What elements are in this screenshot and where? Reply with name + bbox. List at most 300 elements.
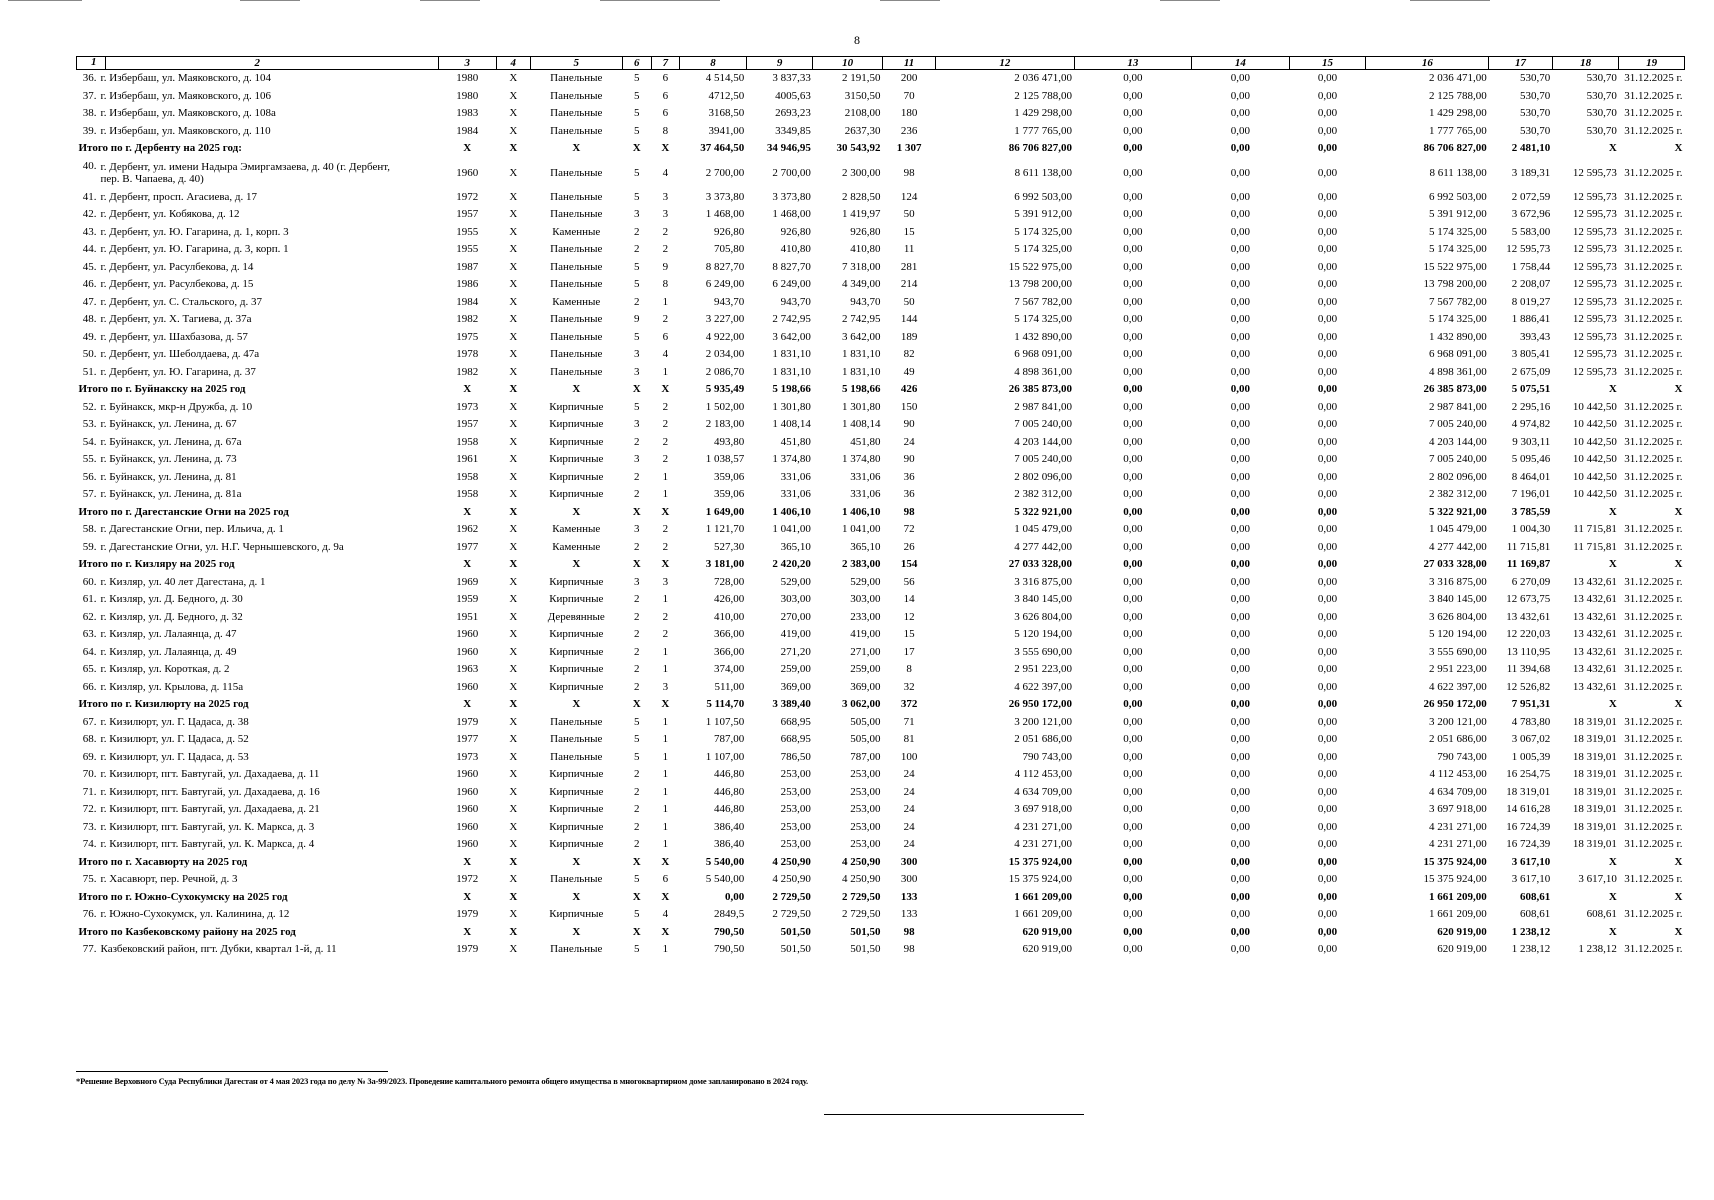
cell-col-18: 12 595,73 xyxy=(1572,190,1617,203)
cell-col-19: X xyxy=(1674,505,1683,518)
cell-col-5: Каменные xyxy=(552,540,601,553)
cell-col-9: 419,00 xyxy=(780,628,811,641)
cell-col-5: Панельные xyxy=(550,365,603,378)
address-cell xyxy=(77,364,439,382)
cell-col-12: 790 743,00 xyxy=(1022,750,1072,763)
subtotal-label: Итого по Казбековскому району на 2025 год xyxy=(78,925,296,938)
cell-col-16: 2 802 096,00 xyxy=(1429,470,1487,483)
cell-col-10: 4 250,90 xyxy=(841,873,881,886)
cell-col-8: 386,40 xyxy=(714,838,745,851)
table-row xyxy=(77,766,1685,784)
cell-col-17: 530,70 xyxy=(1520,72,1551,85)
cell-col-10: 2 729,50 xyxy=(841,890,881,903)
footnote: *Решение Верховного Суда Республики Дагестан от 4 мая 2023 года по делу № 3а-99/2023. Проведение капитального ремонта общего имущества в многоквартирном доме запланировано в 2024 году. xyxy=(76,1076,808,1086)
column-number-row xyxy=(77,57,1685,70)
cell-col-3: 1977 xyxy=(456,540,479,553)
row-number: 68. xyxy=(82,733,97,746)
cell-col-15: 0,00 xyxy=(1317,488,1338,501)
cell-col-11: 71 xyxy=(903,715,915,728)
cell-col-10: 2 300,00 xyxy=(841,166,881,179)
cell-col-11: 17 xyxy=(903,645,915,658)
cell-col-5: Кирпичные xyxy=(549,680,604,693)
cell-col-18: 10 442,50 xyxy=(1572,400,1617,413)
cell-col-19: 31.12.2025 г. xyxy=(1624,680,1683,693)
cell-col-18: 10 442,50 xyxy=(1572,470,1617,483)
cell-col-15: 0,00 xyxy=(1317,558,1338,571)
row-number: 49. xyxy=(82,330,97,343)
address-cell xyxy=(77,486,439,504)
table-row xyxy=(77,591,1685,609)
cell-col-9: 1 406,10 xyxy=(772,505,811,518)
cell-col-18: 12 595,73 xyxy=(1572,166,1617,179)
cell-col-8: 4 922,00 xyxy=(705,330,745,343)
cell-col-12: 3 316 875,00 xyxy=(1014,575,1072,588)
cell-col-11: 100 xyxy=(900,750,918,763)
cell-col-3: 1958 xyxy=(456,488,479,501)
cell-col-19: 31.12.2025 г. xyxy=(1624,820,1683,833)
cell-col-8: 4712,50 xyxy=(708,89,745,102)
cell-col-5: Панельные xyxy=(550,107,603,120)
cell-col-17: 5 095,46 xyxy=(1511,453,1551,466)
address-cell xyxy=(77,784,439,802)
address-text: г. Буйнакск, ул. Ленина, д. 73 xyxy=(100,453,237,466)
cell-col-17: 8 464,01 xyxy=(1511,470,1551,483)
cell-col-7: 6 xyxy=(662,330,669,343)
cell-col-10: 253,00 xyxy=(850,785,881,798)
cell-col-5: Панельные xyxy=(550,330,603,343)
cell-col-6: 5 xyxy=(633,733,640,746)
column-header-13: 13 xyxy=(1074,57,1192,70)
cell-col-13: 0,00 xyxy=(1123,295,1143,308)
cell-col-10: 2 742,95 xyxy=(841,313,881,326)
subtotal-row xyxy=(77,854,1685,872)
cell-col-3: X xyxy=(463,855,472,868)
cell-col-14: 0,00 xyxy=(1230,838,1251,851)
cell-col-19: 31.12.2025 г. xyxy=(1624,107,1683,120)
cell-col-9: 410,80 xyxy=(780,243,811,256)
cell-col-19: 31.12.2025 г. xyxy=(1624,330,1683,343)
cell-col-13: 0,00 xyxy=(1123,890,1143,903)
address-cell xyxy=(77,644,439,662)
cell-col-12: 2 951 223,00 xyxy=(1014,663,1072,676)
cell-col-5: X xyxy=(572,142,581,155)
cell-col-12: 13 798 200,00 xyxy=(1008,278,1072,291)
table-row xyxy=(77,626,1685,644)
cell-col-10: 2 191,50 xyxy=(841,72,881,85)
cell-col-13: 0,00 xyxy=(1123,645,1143,658)
cell-col-13: 0,00 xyxy=(1123,72,1143,85)
cell-col-11: 24 xyxy=(903,768,915,781)
cell-col-12: 620 919,00 xyxy=(1022,925,1072,938)
cell-col-3: 1960 xyxy=(456,680,479,693)
cell-col-6: 5 xyxy=(633,166,640,179)
cell-col-3: 1960 xyxy=(456,838,479,851)
scan-mark xyxy=(880,0,940,4)
cell-col-19: 31.12.2025 г. xyxy=(1624,488,1683,501)
cell-col-8: 2 700,00 xyxy=(705,166,745,179)
cell-col-9: 5 198,66 xyxy=(772,383,811,396)
cell-col-7: 2 xyxy=(662,313,669,326)
cell-col-6: 2 xyxy=(633,645,640,658)
cell-col-11: 300 xyxy=(900,873,918,886)
cell-col-10: 4 349,00 xyxy=(841,278,881,291)
cell-col-8: 3941,00 xyxy=(708,124,745,137)
cell-col-5: Кирпичные xyxy=(549,820,604,833)
cell-col-4: X xyxy=(509,505,518,518)
address-text: г. Южно-Сухокумск, ул. Калинина, д. 12 xyxy=(100,908,290,921)
address-text: г. Хасавюрт, пер. Речной, д. 3 xyxy=(100,873,238,886)
cell-col-11: 50 xyxy=(903,208,915,221)
table-row xyxy=(77,749,1685,767)
cell-col-9: 3 389,40 xyxy=(772,698,811,711)
cell-col-9: 253,00 xyxy=(780,838,811,851)
address-cell xyxy=(77,626,439,644)
cell-col-8: 446,80 xyxy=(714,785,745,798)
cell-col-15: 0,00 xyxy=(1317,663,1338,676)
cell-col-8: 3 181,00 xyxy=(705,558,745,571)
cell-col-14: 0,00 xyxy=(1230,470,1251,483)
cell-col-8: 426,00 xyxy=(714,593,745,606)
cell-col-18: 1 238,12 xyxy=(1578,943,1617,956)
cell-col-4: X xyxy=(509,680,518,693)
cell-col-12: 26 950 172,00 xyxy=(1008,698,1072,711)
cell-col-12: 1 429 298,00 xyxy=(1014,107,1072,120)
cell-col-12: 3 697 918,00 xyxy=(1014,803,1072,816)
cell-col-13: 0,00 xyxy=(1123,540,1143,553)
cell-col-11: 26 xyxy=(903,540,915,553)
cell-col-16: 4 231 271,00 xyxy=(1429,838,1487,851)
cell-col-7: X xyxy=(661,890,670,903)
cell-col-5: Кирпичные xyxy=(549,838,604,851)
address-cell xyxy=(77,434,439,452)
cell-col-10: 1 041,00 xyxy=(841,523,881,536)
cell-col-3: 1963 xyxy=(456,663,479,676)
cell-col-3: 1983 xyxy=(456,107,479,120)
cell-col-14: 0,00 xyxy=(1230,142,1251,155)
column-header-5: 5 xyxy=(530,57,622,70)
row-number: 77. xyxy=(82,943,97,956)
cell-col-15: 0,00 xyxy=(1317,645,1338,658)
cell-col-17: 18 319,01 xyxy=(1506,785,1551,798)
cell-col-13: 0,00 xyxy=(1123,925,1143,938)
table-row xyxy=(77,294,1685,312)
cell-col-3: X xyxy=(463,890,472,903)
cell-col-4: X xyxy=(509,838,518,851)
row-number: 55. xyxy=(82,453,97,466)
cell-col-13: 0,00 xyxy=(1123,558,1143,571)
address-text: г. Дербент, ул. Расулбекова, д. 14 xyxy=(100,260,254,273)
cell-col-8: 1 038,57 xyxy=(705,453,745,466)
cell-col-17: 608,61 xyxy=(1520,908,1551,921)
table-row xyxy=(77,784,1685,802)
cell-col-8: 3 373,80 xyxy=(705,190,745,203)
cell-col-3: 1960 xyxy=(456,645,479,658)
cell-col-8: 728,00 xyxy=(714,575,745,588)
address-cell xyxy=(77,416,439,434)
cell-col-12: 1 777 765,00 xyxy=(1014,124,1072,137)
cell-col-3: 1958 xyxy=(456,435,479,448)
cell-col-8: 366,00 xyxy=(714,645,745,658)
cell-col-12: 5 120 194,00 xyxy=(1014,628,1072,641)
cell-col-19: 31.12.2025 г. xyxy=(1624,908,1683,921)
cell-col-19: 31.12.2025 г. xyxy=(1624,610,1683,623)
cell-col-15: 0,00 xyxy=(1317,593,1338,606)
cell-col-17: 16 254,75 xyxy=(1506,768,1551,781)
cell-col-8: 2 034,00 xyxy=(705,348,745,361)
row-number: 70. xyxy=(82,768,97,781)
cell-col-11: 24 xyxy=(903,785,915,798)
cell-col-6: X xyxy=(632,505,641,518)
table-row xyxy=(77,486,1685,504)
cell-col-7: 4 xyxy=(662,908,669,921)
cell-col-10: 410,80 xyxy=(850,243,881,256)
cell-col-12: 15 375 924,00 xyxy=(1008,873,1072,886)
table-row xyxy=(77,819,1685,837)
cell-col-3: X xyxy=(463,925,472,938)
cell-col-13: 0,00 xyxy=(1123,453,1143,466)
cell-col-16: 1 661 209,00 xyxy=(1429,908,1487,921)
row-number: 66. xyxy=(82,680,97,693)
address-text: г. Дербент, ул. имени Надыра Эмиргамзаева, д. 40 (г. Дербент, пер. В. Чапаева, д. 40) xyxy=(100,161,390,185)
cell-col-5: Панельные xyxy=(550,89,603,102)
cell-col-17: 12 595,73 xyxy=(1506,243,1551,256)
cell-col-9: 501,50 xyxy=(780,925,811,938)
cell-col-14: 0,00 xyxy=(1230,750,1251,763)
cell-col-15: 0,00 xyxy=(1317,470,1338,483)
cell-col-18: 18 319,01 xyxy=(1572,785,1617,798)
cell-col-6: 5 xyxy=(633,107,640,120)
cell-col-9: 303,00 xyxy=(780,593,811,606)
cell-col-10: 501,50 xyxy=(850,925,881,938)
cell-col-15: 0,00 xyxy=(1317,400,1338,413)
cell-col-11: 154 xyxy=(900,558,918,571)
cell-col-10: 303,00 xyxy=(850,593,881,606)
cell-col-4: X xyxy=(509,400,518,413)
cell-col-13: 0,00 xyxy=(1123,208,1143,221)
cell-col-12: 8 611 138,00 xyxy=(1014,166,1072,179)
cell-col-8: 705,80 xyxy=(714,243,745,256)
cell-col-17: 11 715,81 xyxy=(1506,540,1551,553)
cell-col-3: 1955 xyxy=(456,225,479,238)
row-number: 42. xyxy=(82,208,97,221)
cell-col-6: 2 xyxy=(633,838,640,851)
cell-col-13: 0,00 xyxy=(1123,89,1143,102)
cell-col-5: X xyxy=(572,558,581,571)
cell-col-13: 0,00 xyxy=(1123,418,1143,431)
cell-col-3: 1977 xyxy=(456,733,479,746)
cell-col-18: 10 442,50 xyxy=(1572,488,1617,501)
cell-col-9: 253,00 xyxy=(780,768,811,781)
address-text: г. Кизилюрт, ул. Г. Цадаса, д. 52 xyxy=(100,733,249,746)
cell-col-18: 530,70 xyxy=(1586,72,1617,85)
table-row xyxy=(77,521,1685,539)
cell-col-11: 372 xyxy=(900,698,918,711)
cell-col-12: 7 005 240,00 xyxy=(1014,453,1072,466)
cell-col-18: 10 442,50 xyxy=(1572,453,1617,466)
cell-col-19: 31.12.2025 г. xyxy=(1624,663,1683,676)
cell-col-5: Панельные xyxy=(550,715,603,728)
cell-col-12: 26 385 873,00 xyxy=(1008,383,1072,396)
cell-col-3: 1972 xyxy=(456,190,479,203)
cell-col-7: 1 xyxy=(662,838,669,851)
table-row xyxy=(77,679,1685,697)
cell-col-4: X xyxy=(509,295,518,308)
table-row xyxy=(77,836,1685,854)
cell-col-4: X xyxy=(509,72,518,85)
cell-col-18: 530,70 xyxy=(1586,124,1617,137)
cell-col-14: 0,00 xyxy=(1230,313,1251,326)
cell-col-16: 7 005 240,00 xyxy=(1429,453,1487,466)
cell-col-11: 49 xyxy=(903,365,915,378)
cell-col-12: 5 174 325,00 xyxy=(1014,225,1072,238)
address-cell xyxy=(77,836,439,854)
cell-col-16: 620 919,00 xyxy=(1437,925,1487,938)
row-number: 69. xyxy=(82,750,97,763)
cell-col-10: 2 729,50 xyxy=(841,908,881,921)
cell-col-18: 18 319,01 xyxy=(1572,803,1617,816)
row-number: 52. xyxy=(82,400,97,413)
cell-col-16: 790 743,00 xyxy=(1437,750,1487,763)
cell-col-11: 90 xyxy=(903,418,915,431)
cell-col-17: 1 238,12 xyxy=(1511,925,1551,938)
cell-col-17: 3 617,10 xyxy=(1511,855,1551,868)
cell-col-14: 0,00 xyxy=(1230,698,1251,711)
cell-col-9: 2 700,00 xyxy=(772,166,811,179)
cell-col-6: 5 xyxy=(633,330,640,343)
cell-col-12: 4 231 271,00 xyxy=(1014,838,1072,851)
address-text: г. Кизляр, ул. Лалаянца, д. 47 xyxy=(100,628,237,641)
cell-col-4: X xyxy=(509,166,518,179)
cell-col-9: 1 301,80 xyxy=(772,400,811,413)
cell-col-16: 3 697 918,00 xyxy=(1429,803,1487,816)
cell-col-9: 365,10 xyxy=(780,540,811,553)
address-text: г. Кизляр, ул. Д. Бедного, д. 32 xyxy=(100,610,243,623)
cell-col-14: 0,00 xyxy=(1230,610,1251,623)
cell-col-14: 0,00 xyxy=(1230,260,1251,273)
cell-col-6: 2 xyxy=(633,785,640,798)
cell-col-16: 4 622 397,00 xyxy=(1429,680,1487,693)
cell-col-4: X xyxy=(509,418,518,431)
cell-col-7: 6 xyxy=(662,72,669,85)
cell-col-15: 0,00 xyxy=(1317,260,1338,273)
cell-col-10: 1 301,80 xyxy=(841,400,881,413)
cell-col-9: 259,00 xyxy=(780,663,811,676)
cell-col-14: 0,00 xyxy=(1230,418,1251,431)
cell-col-15: 0,00 xyxy=(1317,628,1338,641)
cell-col-5: Панельные xyxy=(550,124,603,137)
cell-col-12: 2 051 686,00 xyxy=(1014,733,1072,746)
cell-col-6: 2 xyxy=(633,628,640,641)
cell-col-4: X xyxy=(509,663,518,676)
cell-col-14: 0,00 xyxy=(1230,575,1251,588)
cell-col-17: 4 974,82 xyxy=(1511,418,1551,431)
cell-col-13: 0,00 xyxy=(1123,365,1143,378)
cell-col-5: Панельные xyxy=(550,750,603,763)
cell-col-18: X xyxy=(1608,505,1617,518)
cell-col-9: 253,00 xyxy=(780,803,811,816)
cell-col-10: 2637,30 xyxy=(844,124,881,137)
cell-col-17: 393,43 xyxy=(1520,330,1551,343)
cell-col-13: 0,00 xyxy=(1123,313,1143,326)
cell-col-9: 501,50 xyxy=(780,943,811,956)
cell-col-13: 0,00 xyxy=(1123,523,1143,536)
cell-col-7: X xyxy=(661,383,670,396)
cell-col-11: 133 xyxy=(900,890,918,903)
cell-col-8: 5 540,00 xyxy=(705,855,745,868)
cell-col-16: 1 429 298,00 xyxy=(1429,107,1487,120)
cell-col-17: 2 481,10 xyxy=(1511,142,1551,155)
cell-col-4: X xyxy=(509,540,518,553)
cell-col-11: 70 xyxy=(903,89,915,102)
cell-col-4: X xyxy=(509,453,518,466)
cell-col-9: 3 837,33 xyxy=(772,72,811,85)
cell-col-17: 16 724,39 xyxy=(1506,820,1551,833)
cell-col-10: 3150,50 xyxy=(844,89,881,102)
cell-col-3: 1961 xyxy=(456,453,479,466)
cell-col-16: 86 706 827,00 xyxy=(1423,142,1487,155)
cell-col-16: 5 391 912,00 xyxy=(1429,208,1487,221)
cell-col-6: X xyxy=(632,855,641,868)
table-row xyxy=(77,206,1685,224)
cell-col-18: 18 319,01 xyxy=(1572,733,1617,746)
cell-col-7: 2 xyxy=(662,418,669,431)
row-number: 48. xyxy=(82,313,97,326)
cell-col-8: 943,70 xyxy=(714,295,745,308)
row-number: 51. xyxy=(82,365,97,378)
cell-col-14: 0,00 xyxy=(1230,166,1251,179)
cell-col-10: 331,06 xyxy=(850,470,881,483)
scan-mark xyxy=(1160,0,1220,4)
cell-col-13: 0,00 xyxy=(1123,330,1143,343)
cell-col-8: 8 827,70 xyxy=(705,260,745,273)
cell-col-7: 2 xyxy=(662,610,669,623)
cell-col-5: X xyxy=(572,505,581,518)
cell-col-4: X xyxy=(509,575,518,588)
row-number: 74. xyxy=(82,838,97,851)
cell-col-18: 3 617,10 xyxy=(1578,873,1617,886)
cell-col-10: 529,00 xyxy=(850,575,881,588)
cell-col-5: Панельные xyxy=(550,278,603,291)
cell-col-7: 1 xyxy=(662,645,669,658)
column-header-19: 19 xyxy=(1619,57,1685,70)
cell-col-6: 2 xyxy=(633,540,640,553)
cell-col-14: 0,00 xyxy=(1230,453,1251,466)
cell-col-6: 5 xyxy=(633,72,640,85)
table-row xyxy=(77,241,1685,259)
column-header-17: 17 xyxy=(1489,57,1553,70)
address-cell xyxy=(77,906,439,924)
cell-col-14: 0,00 xyxy=(1230,593,1251,606)
cell-col-15: 0,00 xyxy=(1317,348,1338,361)
cell-col-5: Панельные xyxy=(550,873,603,886)
cell-col-10: 1 831,10 xyxy=(841,365,881,378)
cell-col-7: 9 xyxy=(662,260,669,273)
subtotal-row xyxy=(77,556,1685,574)
table-row xyxy=(77,189,1685,207)
cell-col-19: 31.12.2025 г. xyxy=(1624,540,1683,553)
address-text: г. Дагестанские Огни, ул. Н.Г. Чернышевского, д. 9а xyxy=(100,540,344,553)
cell-col-3: 1960 xyxy=(456,820,479,833)
cell-col-6: X xyxy=(632,698,641,711)
subtotal-row xyxy=(77,140,1685,158)
footnote-rule xyxy=(76,1071,388,1072)
address-text: г. Буйнакск, ул. Ленина, д. 81 xyxy=(100,470,237,483)
cell-col-3: 1984 xyxy=(456,124,479,137)
cell-col-6: 2 xyxy=(633,488,640,501)
cell-col-11: 15 xyxy=(903,225,915,238)
cell-col-18: 12 595,73 xyxy=(1572,260,1617,273)
cell-col-10: 259,00 xyxy=(850,663,881,676)
